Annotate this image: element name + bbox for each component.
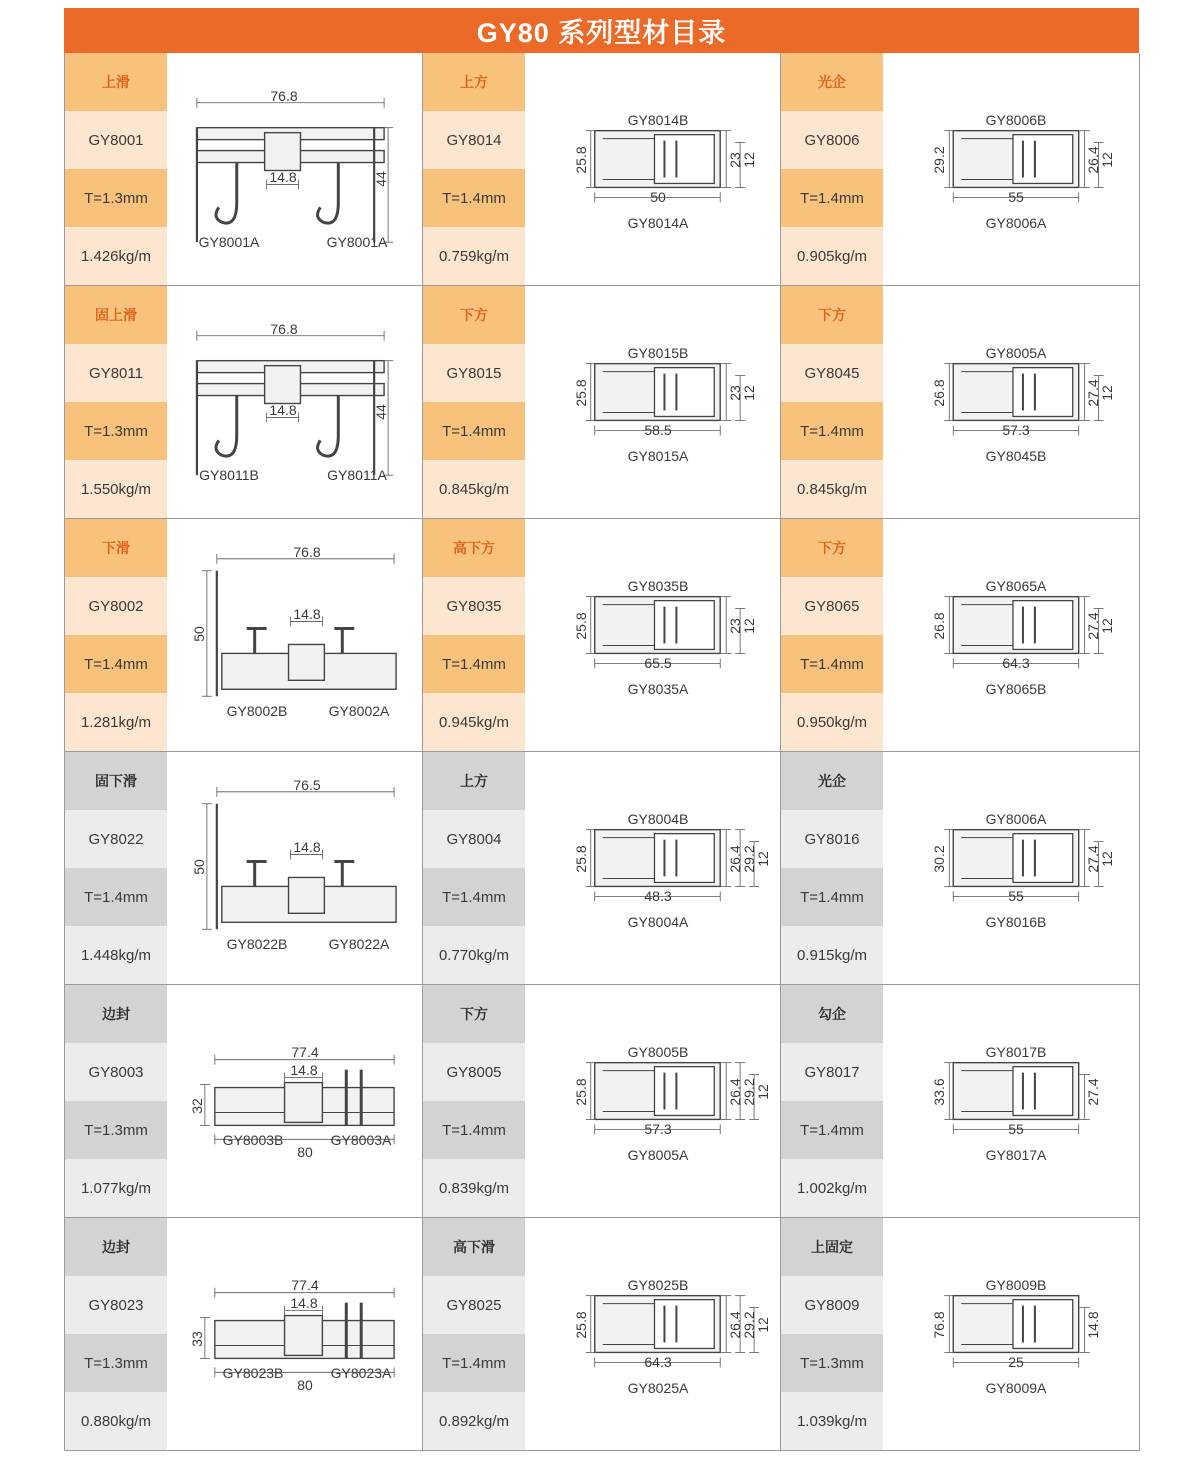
part-code-top: GY8015B xyxy=(627,345,689,361)
part-code-left: GY8003B xyxy=(222,1132,284,1148)
profile-weight: 0.880kg/m xyxy=(65,1392,167,1450)
profile-code: GY8014 xyxy=(423,111,525,169)
profile-code: GY8016 xyxy=(781,810,883,868)
profile-info xyxy=(65,53,167,285)
profile-thickness: T=1.4mm xyxy=(423,169,525,227)
profile-info xyxy=(423,53,525,285)
profile-code: GY8003 xyxy=(65,1043,167,1101)
profile-card xyxy=(65,286,423,519)
profile-thickness: T=1.3mm xyxy=(65,169,167,227)
part-code-bottom: GY8017A xyxy=(985,1147,1047,1163)
profile-drawing xyxy=(167,286,422,518)
profile-card xyxy=(781,985,1140,1218)
profile-info xyxy=(781,519,883,751)
profile-weight: 1.002kg/m xyxy=(781,1159,883,1217)
profile-info xyxy=(781,1218,883,1450)
profile-card xyxy=(423,286,781,519)
dim-right-1: 27.4 xyxy=(1085,378,1101,407)
profile-weight: 0.905kg/m xyxy=(781,227,883,285)
dim-height: 33.6 xyxy=(931,1077,947,1106)
dim-right-2: 29.2 xyxy=(741,844,757,873)
profile-code: GY8045 xyxy=(781,344,883,402)
profile-drawing xyxy=(525,53,780,285)
profile-drawing xyxy=(167,519,422,751)
dim-width: 77.4 xyxy=(291,1044,319,1060)
part-code-bottom: GY8045B xyxy=(985,448,1047,464)
profile-code: GY8023 xyxy=(65,1276,167,1334)
profile-card xyxy=(65,985,423,1218)
part-code-top: GY8006B xyxy=(985,112,1047,128)
dim-gap: 14.8 xyxy=(290,1062,318,1078)
dim-right-2: 12 xyxy=(1099,617,1115,634)
part-code-top: GY8009B xyxy=(985,1277,1047,1293)
profile-drawing xyxy=(167,985,422,1217)
profile-thickness: T=1.4mm xyxy=(781,402,883,460)
profile-name: 下方 xyxy=(781,519,883,577)
profile-card xyxy=(65,519,423,752)
profile-thickness: T=1.4mm xyxy=(423,402,525,460)
profile-weight: 0.770kg/m xyxy=(423,926,525,984)
profile-drawing xyxy=(883,286,1139,518)
dim-height: 25.8 xyxy=(573,611,589,640)
profile-info xyxy=(781,53,883,285)
profile-info xyxy=(65,519,167,751)
profile-weight: 0.945kg/m xyxy=(423,693,525,751)
part-code-top: GY8025B xyxy=(627,1277,689,1293)
profile-thickness: T=1.3mm xyxy=(65,1334,167,1392)
dim-height: 44 xyxy=(373,171,389,187)
dim-height: 50 xyxy=(191,626,207,642)
profile-code: GY8009 xyxy=(781,1276,883,1334)
dim-right-2: 12 xyxy=(1099,384,1115,401)
profile-name: 上方 xyxy=(423,752,525,810)
dim-width: 55 xyxy=(1008,888,1024,904)
profile-info xyxy=(423,752,525,984)
dim-right-1: 14.8 xyxy=(1085,1310,1101,1339)
dim-width: 57.3 xyxy=(644,1121,672,1137)
profile-name: 上固定 xyxy=(781,1218,883,1276)
profile-name: 高下方 xyxy=(423,519,525,577)
dim-right-3: 12 xyxy=(755,1316,771,1333)
dim-height: 26.8 xyxy=(931,611,947,640)
profile-drawing xyxy=(883,53,1139,285)
profile-card xyxy=(423,752,781,985)
profile-drawing xyxy=(525,519,780,751)
profile-code: GY8025 xyxy=(423,1276,525,1334)
dim-right-1: 23 xyxy=(727,151,743,168)
part-code-bottom: GY8004A xyxy=(627,914,689,930)
dim-width: 77.4 xyxy=(291,1277,319,1293)
profile-name: 高下滑 xyxy=(423,1218,525,1276)
profile-weight: 0.845kg/m xyxy=(781,460,883,518)
dim-gap: 14.8 xyxy=(269,402,297,418)
profile-name: 下方 xyxy=(423,985,525,1043)
dim-width: 65.5 xyxy=(644,655,672,671)
profile-info xyxy=(65,286,167,518)
dim-right-1: 26.4 xyxy=(727,1077,743,1106)
profile-weight: 0.950kg/m xyxy=(781,693,883,751)
dim-height: 33 xyxy=(189,1331,205,1347)
profile-info xyxy=(65,752,167,984)
part-code-left: GY8002B xyxy=(226,703,288,719)
dim-width: 76.8 xyxy=(270,88,298,104)
profile-cross-section xyxy=(525,519,780,751)
profile-card xyxy=(781,53,1140,286)
catalog-title: GY80 系列型材目录 xyxy=(64,8,1139,53)
profile-weight: 0.839kg/m xyxy=(423,1159,525,1217)
profile-drawing xyxy=(525,286,780,518)
profile-code: GY8006 xyxy=(781,111,883,169)
profile-weight: 0.915kg/m xyxy=(781,926,883,984)
profile-drawing xyxy=(167,752,422,984)
profile-weight: 1.550kg/m xyxy=(65,460,167,518)
part-code-top: GY8017B xyxy=(985,1044,1047,1060)
profile-thickness: T=1.4mm xyxy=(65,868,167,926)
dim-right-1: 26.4 xyxy=(1085,145,1101,174)
part-code-top: GY8004B xyxy=(627,811,689,827)
dim-height: 25.8 xyxy=(573,378,589,407)
dim-right-2: 29.2 xyxy=(741,1077,757,1106)
profile-card xyxy=(781,519,1140,752)
dim-right-2: 12 xyxy=(741,151,757,168)
profile-weight: 0.845kg/m xyxy=(423,460,525,518)
part-code-top: GY8006A xyxy=(985,811,1047,827)
profile-thickness: T=1.4mm xyxy=(423,635,525,693)
dim-right-1: 23 xyxy=(727,384,743,401)
part-code-bottom: GY8006A xyxy=(985,215,1047,231)
profile-drawing xyxy=(883,985,1139,1217)
profile-weight: 1.281kg/m xyxy=(65,693,167,751)
part-code-bottom: GY8014A xyxy=(627,215,689,231)
profile-name: 边封 xyxy=(65,1218,167,1276)
profile-info xyxy=(65,1218,167,1450)
part-code-top: GY8005A xyxy=(985,345,1047,361)
profile-info xyxy=(423,1218,525,1450)
part-code-right: GY8011A xyxy=(327,467,387,483)
profile-info xyxy=(423,286,525,518)
part-code-top: GY8014B xyxy=(627,112,689,128)
part-code-right: GY8023A xyxy=(330,1365,392,1381)
profile-card xyxy=(423,53,781,286)
dim-height: 25.8 xyxy=(573,844,589,873)
dim-right-3: 12 xyxy=(755,1083,771,1100)
part-code-bottom: GY8065B xyxy=(985,681,1047,697)
profile-drawing xyxy=(167,53,422,285)
part-code-bottom: GY8005A xyxy=(627,1147,689,1163)
dim-height: 50 xyxy=(191,859,207,875)
profile-drawing xyxy=(525,985,780,1217)
dim-width: 64.3 xyxy=(644,1354,672,1370)
dim-width: 76.5 xyxy=(293,777,321,793)
profile-drawing xyxy=(883,752,1139,984)
dim-right-1: 27.4 xyxy=(1085,1077,1101,1106)
profile-info xyxy=(781,752,883,984)
dim-height: 25.8 xyxy=(573,145,589,174)
profile-grid xyxy=(64,53,1139,1451)
profile-code: GY8001 xyxy=(65,111,167,169)
profile-thickness: T=1.4mm xyxy=(423,868,525,926)
profile-weight: 1.448kg/m xyxy=(65,926,167,984)
part-code-bottom: GY8015A xyxy=(627,448,689,464)
dim-height: 25.8 xyxy=(573,1077,589,1106)
profile-code: GY8015 xyxy=(423,344,525,402)
profile-cross-section xyxy=(167,985,422,1217)
profile-weight: 1.039kg/m xyxy=(781,1392,883,1450)
dim-width: 57.3 xyxy=(1002,422,1030,438)
part-code-right: GY8001A xyxy=(326,234,388,250)
profile-name: 下方 xyxy=(781,286,883,344)
profile-cross-section xyxy=(167,1218,422,1450)
profile-name: 固上滑 xyxy=(65,286,167,344)
part-code-top: GY8065A xyxy=(985,578,1047,594)
dim-height: 25.8 xyxy=(573,1310,589,1339)
profile-drawing xyxy=(883,1218,1139,1450)
profile-name: 光企 xyxy=(781,752,883,810)
profile-thickness: T=1.4mm xyxy=(781,1101,883,1159)
part-code-top: GY8035B xyxy=(627,578,689,594)
part-code-bottom: GY8016B xyxy=(985,914,1047,930)
profile-thickness: T=1.4mm xyxy=(781,635,883,693)
profile-drawing xyxy=(525,1218,780,1450)
dim-right-3: 12 xyxy=(755,850,771,867)
dim-gap: 14.8 xyxy=(290,1295,318,1311)
profile-name: 边封 xyxy=(65,985,167,1043)
profile-code: GY8035 xyxy=(423,577,525,635)
part-code-left: GY8001A xyxy=(198,234,260,250)
profile-name: 上方 xyxy=(423,53,525,111)
dim-height: 30.2 xyxy=(931,844,947,873)
part-code-bottom: GY8025A xyxy=(627,1380,689,1396)
part-code-top: GY8005B xyxy=(627,1044,689,1060)
dim-width: 76.8 xyxy=(270,321,298,337)
profile-code: GY8022 xyxy=(65,810,167,868)
dim-width: 55 xyxy=(1008,189,1024,205)
profile-name: 光企 xyxy=(781,53,883,111)
dim-width: 48.3 xyxy=(644,888,672,904)
profile-thickness: T=1.4mm xyxy=(781,868,883,926)
profile-weight: 0.759kg/m xyxy=(423,227,525,285)
dim-depth: 80 xyxy=(297,1377,313,1393)
part-code-bottom: GY8009A xyxy=(985,1380,1047,1396)
profile-code: GY8004 xyxy=(423,810,525,868)
dim-right-2: 12 xyxy=(1099,151,1115,168)
dim-right-2: 12 xyxy=(1099,850,1115,867)
profile-drawing xyxy=(883,519,1139,751)
profile-weight: 0.892kg/m xyxy=(423,1392,525,1450)
profile-info xyxy=(65,985,167,1217)
part-code-right: GY8003A xyxy=(330,1132,392,1148)
profile-thickness: T=1.4mm xyxy=(65,635,167,693)
profile-info xyxy=(781,985,883,1217)
profile-name: 下滑 xyxy=(65,519,167,577)
profile-card xyxy=(423,985,781,1218)
profile-cross-section xyxy=(525,286,780,518)
dim-width: 25 xyxy=(1008,1354,1024,1370)
dim-gap: 14.8 xyxy=(293,839,321,855)
profile-thickness: T=1.4mm xyxy=(423,1334,525,1392)
dim-gap: 14.8 xyxy=(293,606,321,622)
profile-code: GY8017 xyxy=(781,1043,883,1101)
profile-card xyxy=(423,1218,781,1451)
profile-card xyxy=(65,1218,423,1451)
profile-thickness: T=1.4mm xyxy=(423,1101,525,1159)
profile-code: GY8002 xyxy=(65,577,167,635)
dim-right-1: 26.4 xyxy=(727,844,743,873)
profile-weight: 1.077kg/m xyxy=(65,1159,167,1217)
profile-card xyxy=(65,752,423,985)
profile-code: GY8005 xyxy=(423,1043,525,1101)
profile-info xyxy=(781,286,883,518)
dim-right-1: 27.4 xyxy=(1085,611,1101,640)
dim-width: 58.5 xyxy=(644,422,672,438)
profile-card xyxy=(781,1218,1140,1451)
profile-drawing xyxy=(167,1218,422,1450)
profile-name: 固下滑 xyxy=(65,752,167,810)
dim-right-2: 29.2 xyxy=(741,1310,757,1339)
profile-name: 下方 xyxy=(423,286,525,344)
profile-thickness: T=1.4mm xyxy=(781,169,883,227)
part-code-left: GY8022B xyxy=(226,936,288,952)
profile-card xyxy=(423,519,781,752)
profile-code: GY8065 xyxy=(781,577,883,635)
part-code-left: GY8011B xyxy=(199,467,259,483)
dim-gap: 14.8 xyxy=(269,169,297,185)
dim-height: 76.8 xyxy=(931,1310,947,1339)
dim-height: 44 xyxy=(373,404,389,420)
part-code-right: GY8022A xyxy=(328,936,390,952)
profile-card xyxy=(65,53,423,286)
dim-right-2: 12 xyxy=(741,617,757,634)
dim-height: 26.8 xyxy=(931,378,947,407)
dim-height: 29.2 xyxy=(931,145,947,174)
dim-right-1: 27.4 xyxy=(1085,844,1101,873)
dim-depth: 80 xyxy=(297,1144,313,1160)
catalog xyxy=(64,8,1139,1451)
dim-width: 50 xyxy=(650,189,666,205)
profile-name: 上滑 xyxy=(65,53,167,111)
dim-right-1: 23 xyxy=(727,617,743,634)
profile-card xyxy=(781,752,1140,985)
profile-weight: 1.426kg/m xyxy=(65,227,167,285)
profile-thickness: T=1.3mm xyxy=(65,402,167,460)
profile-card xyxy=(781,286,1140,519)
profile-thickness: T=1.3mm xyxy=(65,1101,167,1159)
profile-info xyxy=(423,519,525,751)
part-code-left: GY8023B xyxy=(222,1365,284,1381)
dim-width: 76.8 xyxy=(293,544,321,560)
dim-right-2: 12 xyxy=(741,384,757,401)
dim-width: 64.3 xyxy=(1002,655,1030,671)
dim-height: 32 xyxy=(189,1098,205,1114)
dim-right-1: 26.4 xyxy=(727,1310,743,1339)
dim-width: 55 xyxy=(1008,1121,1024,1137)
profile-info xyxy=(423,985,525,1217)
profile-thickness: T=1.3mm xyxy=(781,1334,883,1392)
profile-cross-section xyxy=(525,53,780,285)
part-code-right: GY8002A xyxy=(328,703,390,719)
profile-name: 勾企 xyxy=(781,985,883,1043)
part-code-bottom: GY8035A xyxy=(627,681,689,697)
profile-drawing xyxy=(525,752,780,984)
profile-code: GY8011 xyxy=(65,344,167,402)
